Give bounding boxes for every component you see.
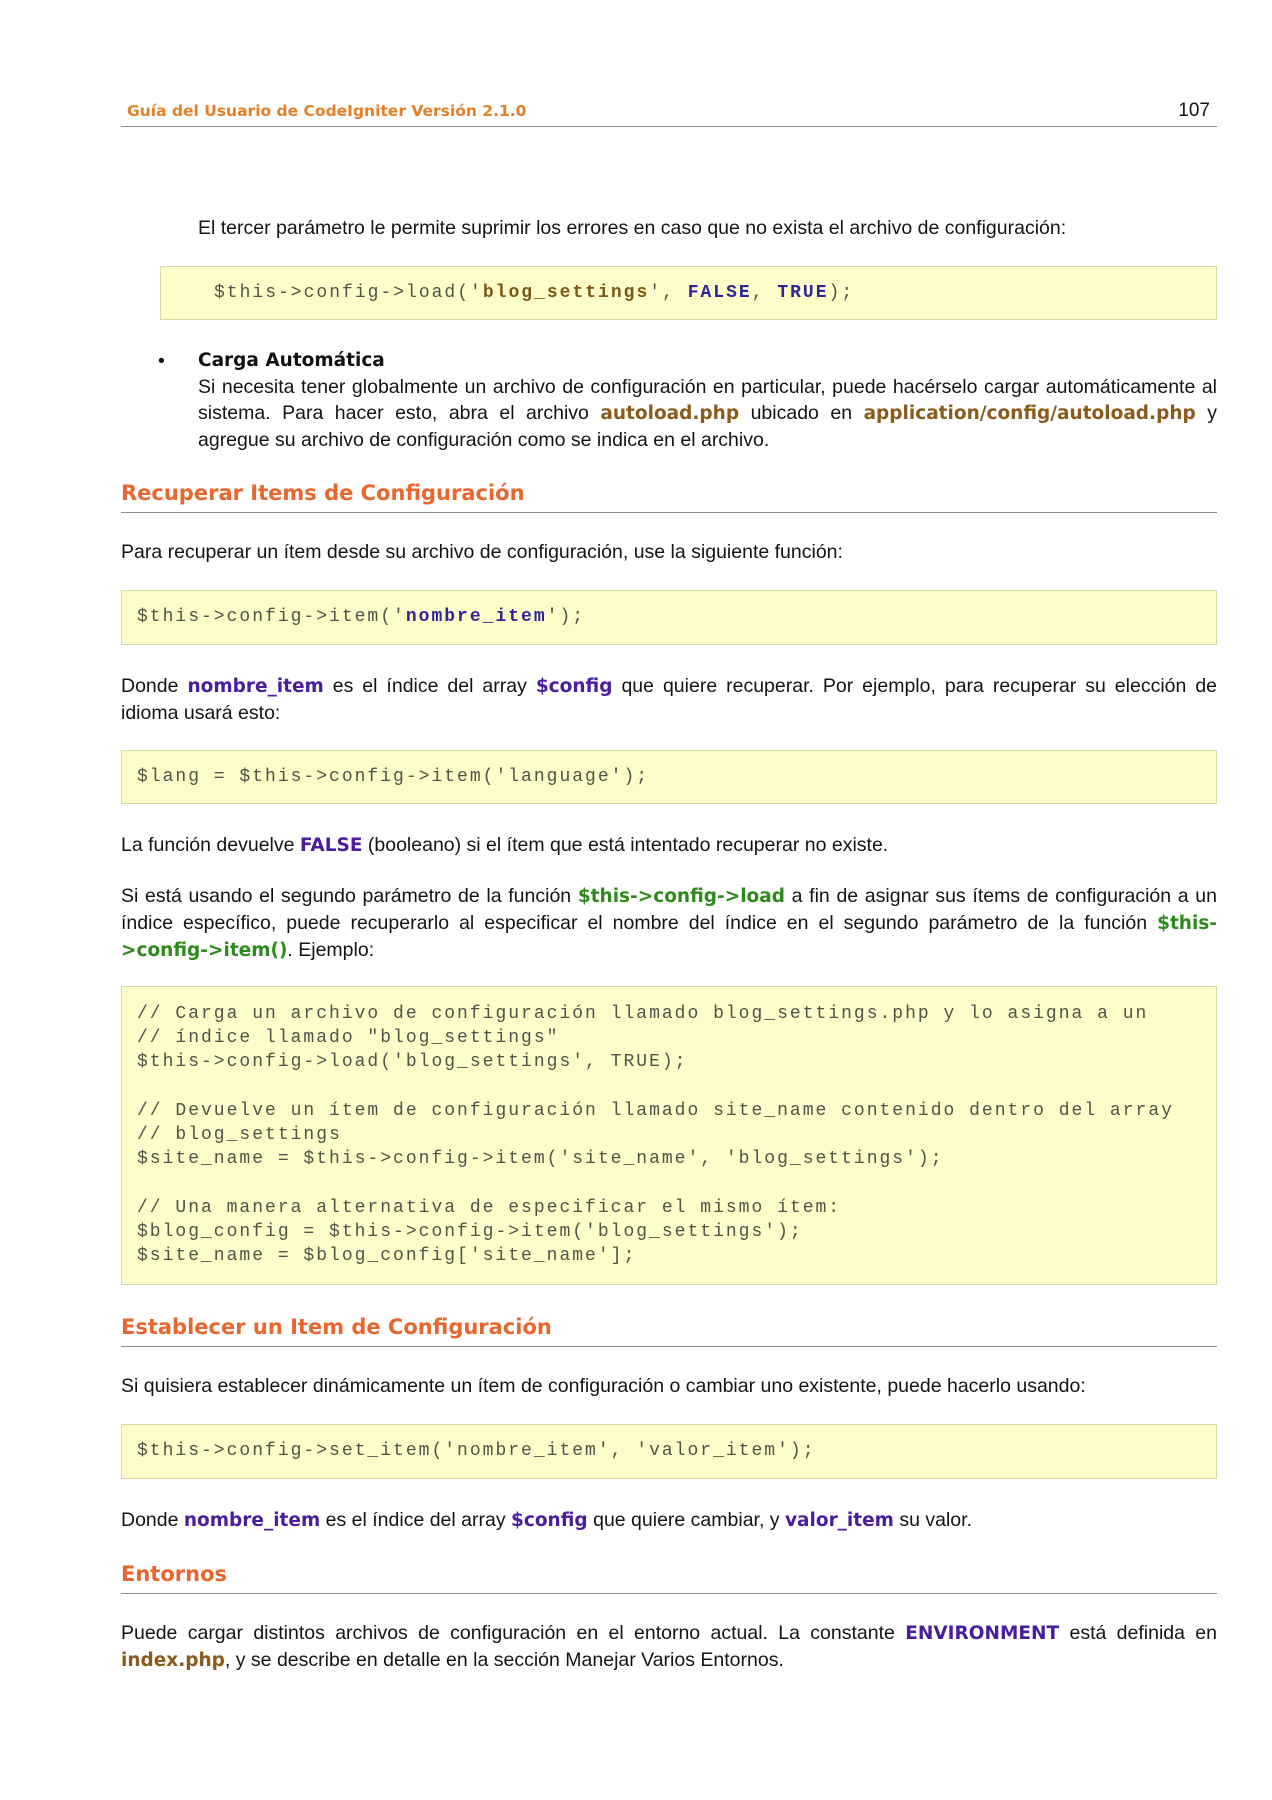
term-valor-item: valor_item bbox=[784, 1510, 894, 1531]
code-comment-line: // Una manera alternativa de especificar el mismo ítem: bbox=[137, 1197, 842, 1218]
text-segment: Donde bbox=[121, 675, 188, 697]
code-comment-line: // Devuelve un ítem de configuración llamado site_name contenido dentro del array bbox=[137, 1100, 1174, 1121]
autoload-title: Carga Automática bbox=[198, 350, 385, 371]
text-segment: a fin de asignar sus ítems de configuración a un índice específico, puede recuperarlo al especificar el nombre del índice en el segundo parámetro de la función bbox=[121, 885, 1217, 934]
code-line: $site_name = $blog_config['site_name']; bbox=[137, 1246, 637, 1266]
term-autoload-path: application/config/autoload.php bbox=[863, 403, 1196, 424]
code-block-example bbox=[121, 986, 1217, 1285]
code-block-language bbox=[121, 750, 1217, 804]
text-segment: Puede cargar distintos archivos de configuración en el entorno actual. La constante bbox=[121, 1622, 906, 1644]
text-segment: está definida en bbox=[1059, 1622, 1217, 1644]
text-segment: su valor. bbox=[893, 1509, 972, 1531]
code-block-set-item bbox=[121, 1424, 1217, 1479]
code-string: blog_settings bbox=[482, 282, 650, 303]
section-heading-establecer: Establecer un Item de Configuración bbox=[121, 1312, 1217, 1347]
code-group bbox=[137, 1196, 1216, 1269]
code-group bbox=[137, 1002, 1216, 1075]
term-config-item: $this->config->item() bbox=[121, 913, 1217, 961]
fetch-second-param-paragraph bbox=[121, 883, 1217, 964]
text-segment: . Ejemplo: bbox=[287, 939, 375, 961]
code-block-item bbox=[121, 590, 1217, 645]
code-line: $this->config->set_item('nombre_item', 'valor_item'); bbox=[137, 1441, 816, 1462]
text-segment: Si necesita tener globalmente un archivo de configuración en particular, puede hacérselo cargar automáticamente al sistema. Para hacer esto, abra el archivo bbox=[198, 376, 1217, 424]
page-header-title: Guía del Usuario de CodeIgniter Versión 2.1.0 bbox=[127, 102, 527, 120]
code-string: nombre_item bbox=[405, 607, 547, 628]
text-segment: es el índice del array bbox=[320, 1509, 511, 1531]
page-number: 107 bbox=[1178, 100, 1210, 121]
code-text: $this->config->item(' bbox=[137, 607, 406, 628]
code-comment-line: // índice llamado "blog_settings" bbox=[137, 1028, 560, 1049]
text-segment: Si está usando el segundo parámetro de la función bbox=[121, 885, 578, 907]
section-heading-recuperar: Recuperar Items de Configuración bbox=[121, 478, 1217, 513]
bullet-glyph: • bbox=[158, 350, 165, 372]
term-environment: ENVIRONMENT bbox=[905, 1623, 1060, 1644]
text-segment: Donde bbox=[121, 1509, 184, 1531]
code-line: $lang = $this->config->item('language'); bbox=[137, 766, 650, 787]
section-heading-entornos: Entornos bbox=[121, 1559, 1217, 1594]
text-segment: que quiere cambiar, y bbox=[587, 1509, 785, 1531]
code-block-load-suppress bbox=[160, 266, 1217, 320]
text-segment: (booleano) si el ítem que está intentado recuperar no existe. bbox=[362, 834, 889, 856]
fetch-returns-paragraph bbox=[121, 832, 1217, 859]
term-config: $config bbox=[535, 676, 613, 697]
env-paragraph bbox=[121, 1620, 1217, 1674]
code-group bbox=[137, 1099, 1216, 1172]
term-nombre-item: nombre_item bbox=[183, 1510, 321, 1531]
intro-paragraph: El tercer parámetro le permite suprimir los errores en caso que no exista el archivo de configuración: bbox=[198, 217, 1067, 239]
text-segment: , y se describe en detalle en la sección Manejar Varios Entornos. bbox=[224, 1649, 784, 1671]
code-text: '); bbox=[546, 607, 586, 628]
term-index-php: index.php bbox=[121, 1650, 225, 1671]
term-false: FALSE bbox=[299, 835, 363, 856]
code-comment-line: // blog_settings bbox=[137, 1125, 342, 1145]
code-text: , bbox=[751, 282, 778, 303]
term-autoload-php: autoload.php bbox=[600, 403, 740, 424]
code-keyword: FALSE bbox=[687, 282, 752, 303]
term-config: $config bbox=[511, 1510, 588, 1531]
text-segment: es el índice del array bbox=[323, 675, 536, 697]
code-keyword: TRUE bbox=[777, 282, 829, 303]
code-text: $this->config->load(' bbox=[214, 282, 483, 303]
code-line: $blog_config = $this->config->item('blog_settings'); bbox=[137, 1221, 803, 1242]
text-segment: y agregue su archivo de configuración como se indica en el archivo. bbox=[198, 402, 1217, 451]
text-segment: ubicado en bbox=[739, 402, 864, 424]
code-line bbox=[137, 605, 585, 629]
fetch-explain-paragraph bbox=[121, 673, 1217, 726]
autoload-bullet-item bbox=[198, 348, 1217, 453]
header-rule bbox=[121, 126, 1217, 127]
code-line: $site_name = $this->config->item('site_name', 'blog_settings'); bbox=[137, 1149, 944, 1170]
text-segment: La función devuelve bbox=[121, 834, 300, 856]
set-intro-paragraph: Si quisiera establecer dinámicamente un ítem de configuración o cambiar uno existente, puede hacerlo usando: bbox=[121, 1375, 1086, 1397]
code-line bbox=[214, 281, 854, 305]
fetch-intro-paragraph: Para recuperar un ítem desde su archivo de configuración, use la siguiente función: bbox=[121, 541, 843, 563]
code-text: ); bbox=[828, 282, 855, 303]
code-comment-line: // Carga un archivo de configuración llamado blog_settings.php y lo asigna a un bbox=[137, 1004, 1149, 1024]
term-config-load: $this->config->load bbox=[577, 886, 785, 907]
term-nombre-item: nombre_item bbox=[187, 676, 324, 697]
text-segment: que quiere recuperar. Por ejemplo, para recuperar su elección de idioma usará esto: bbox=[121, 675, 1218, 724]
set-explain-paragraph bbox=[121, 1507, 1217, 1534]
code-text: ', bbox=[649, 282, 688, 303]
code-line: $this->config->load('blog_settings', TRUE); bbox=[137, 1052, 688, 1073]
